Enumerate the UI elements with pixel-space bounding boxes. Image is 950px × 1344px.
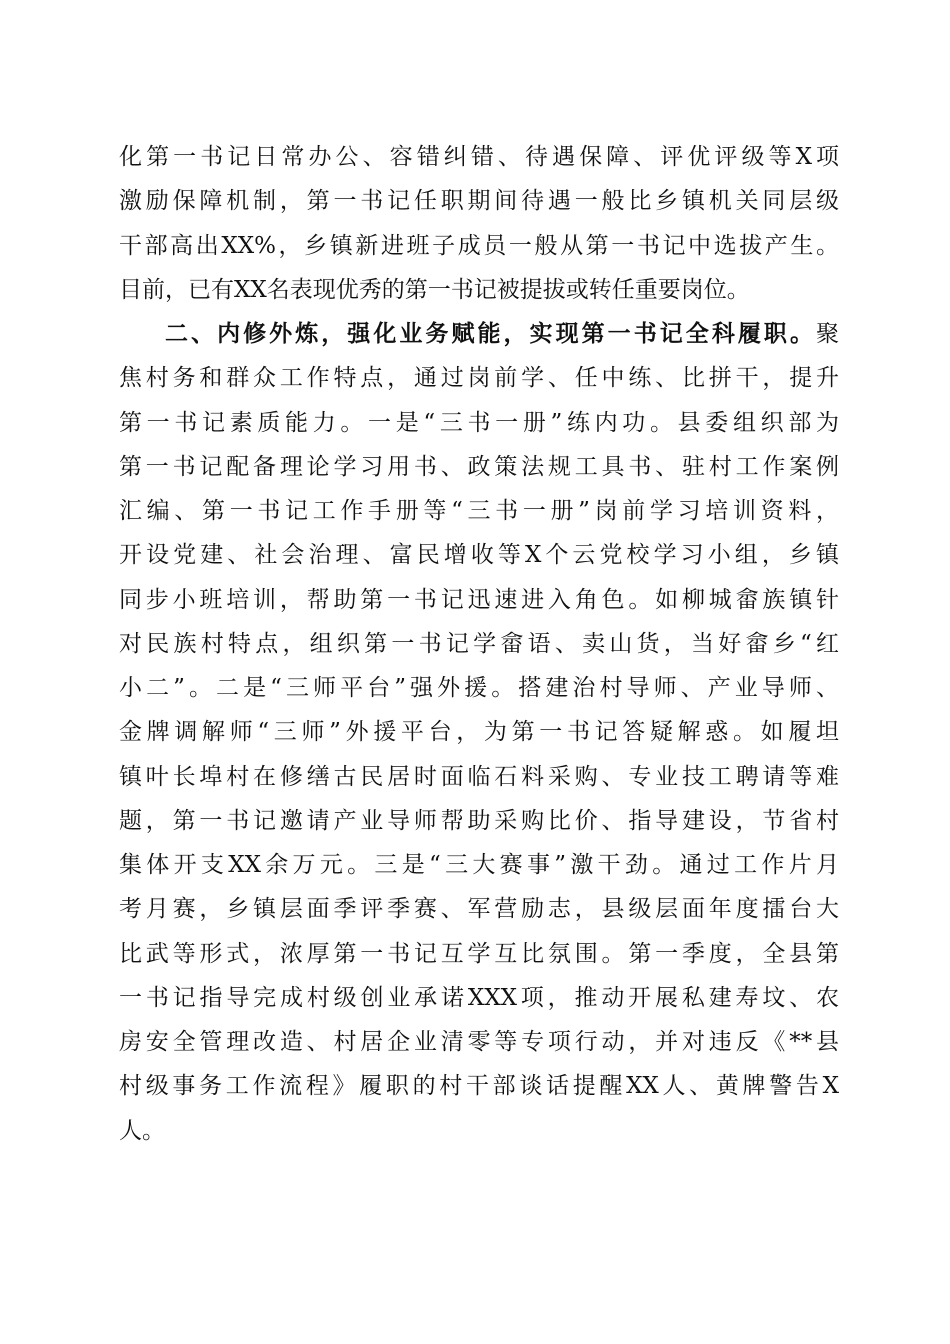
paragraph-2	[119, 312, 839, 1153]
text-line: 题，第一书记邀请产业导师帮助采购比价、指导建设，节省村	[119, 807, 839, 834]
text-line: 第一书记素质能力。一是“三书一册”练内功。县委组织部为	[119, 409, 839, 436]
text-line: 化第一书记日常办公、容错纠错、待遇保障、评优评级等X项	[119, 144, 839, 170]
text-line: 村级事务工作流程》履职的村干部谈话提醒XX人、黄牌警告X	[119, 1073, 839, 1100]
text-line: 人。	[119, 1117, 165, 1144]
text-line: 同步小班培训，帮助第一书记迅速进入角色。如柳城畲族镇针	[119, 586, 839, 613]
text-line: 镇叶长埠村在修缮古民居时面临石料采购、专业技工聘请等难	[119, 763, 839, 790]
text-line: 第一书记配备理论学习用书、政策法规工具书、驻村工作案例	[119, 453, 839, 480]
text-line: 一书记指导完成村级创业承诺XXX项，推动开展私建寿坟、农	[119, 984, 839, 1011]
text-line: 目前，已有XX名表现优秀的第一书记被提拔或转任重要岗位。	[119, 276, 750, 303]
heading-line	[119, 312, 839, 356]
heading-line-rest: 聚	[816, 321, 839, 347]
text-line: 集体开支XX余万元。三是“三大赛事”激干劲。通过工作片月	[119, 852, 839, 878]
text-line: 比武等形式，浓厚第一书记互学互比氛围。第一季度，全县第	[119, 940, 839, 967]
section-heading: 二、内修外炼，强化业务赋能，实现第一书记全科履职。	[165, 321, 816, 347]
document-body	[119, 135, 839, 1153]
text-line: 激励保障机制，第一书记任职期间待遇一般比乡镇机关同层级	[119, 188, 839, 215]
text-line: 开设党建、社会治理、富民增收等X个云党校学习小组，乡镇	[119, 542, 839, 569]
text-line: 考月赛，乡镇层面季评季赛、军营励志，县级层面年度擂台大	[119, 896, 839, 923]
text-line: 焦村务和群众工作特点，通过岗前学、任中练、比拼干，提升	[119, 365, 839, 392]
text-line: 对民族村特点，组织第一书记学畲语、卖山货，当好畲乡“红	[119, 630, 839, 657]
paragraph-1	[119, 135, 839, 312]
text-line: 汇编、第一书记工作手册等“三书一册”岗前学习培训资料，	[119, 498, 839, 524]
text-line: 干部高出XX%，乡镇新进班子成员一般从第一书记中选拔产生。	[119, 232, 839, 259]
text-line: 房安全管理改造、村居企业清零等专项行动，并对违反《**县	[119, 1029, 839, 1055]
text-line: 金牌调解师“三师”外援平台，为第一书记答疑解惑。如履坦	[119, 719, 839, 746]
text-line: 小二”。二是“三师平台”强外援。搭建治村导师、产业导师、	[119, 675, 839, 701]
